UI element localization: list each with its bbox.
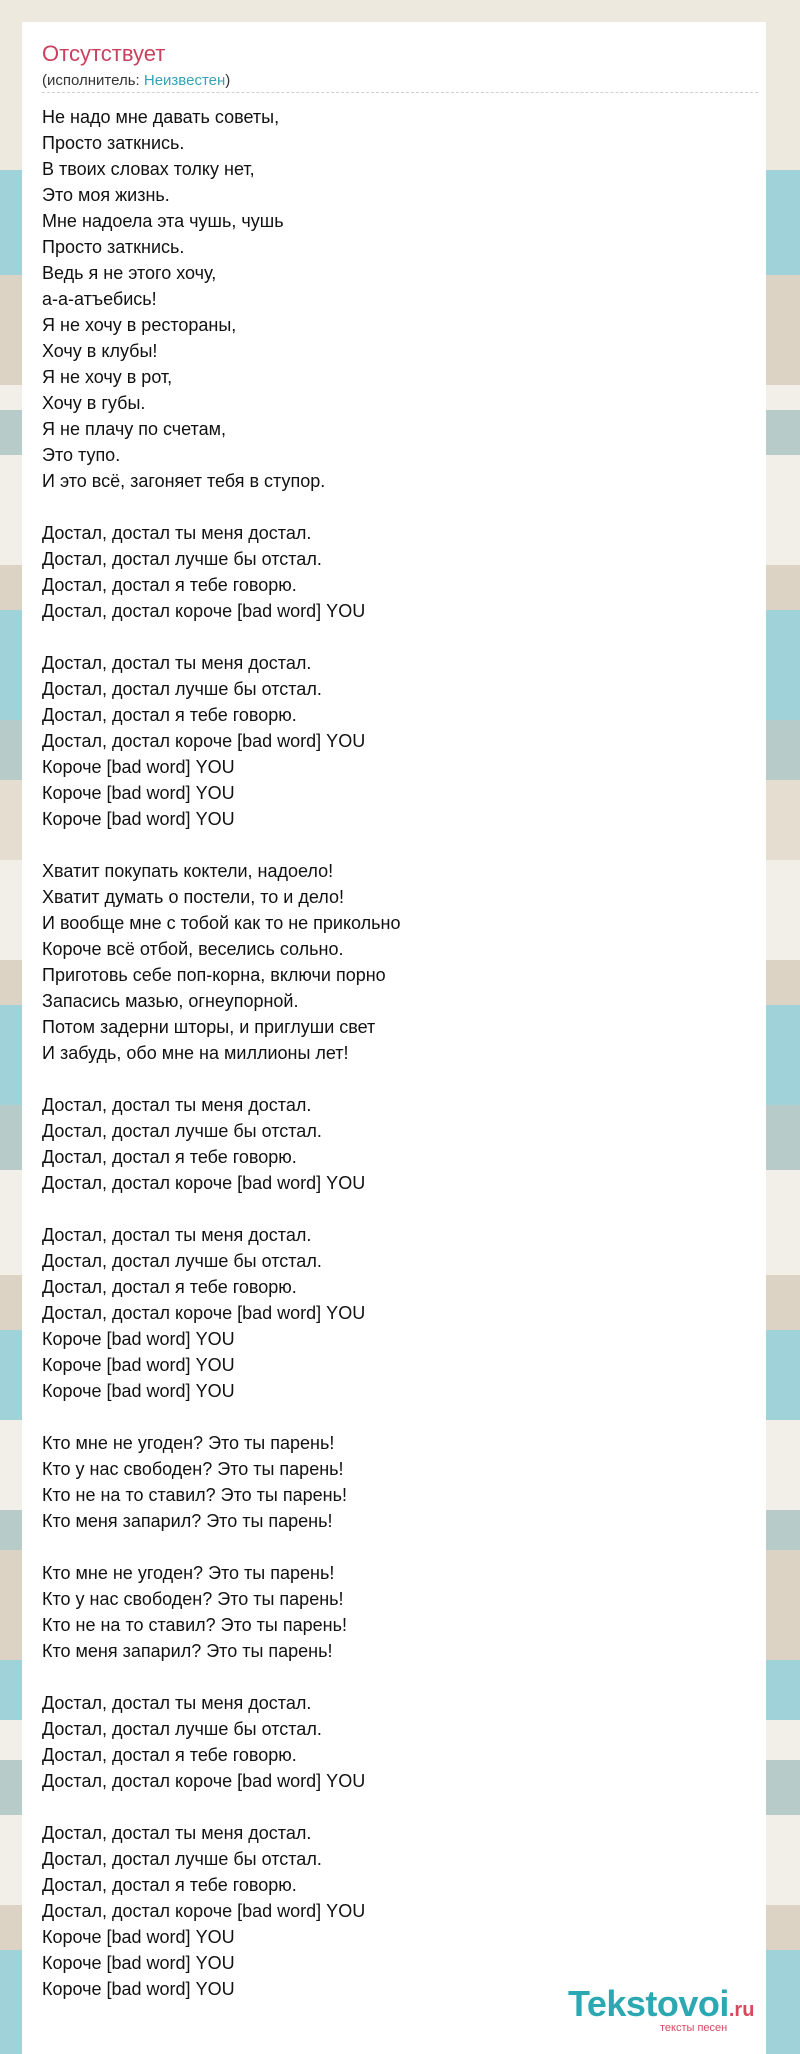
lyric-line: Достал, достал короче [bad word] YOU xyxy=(42,601,366,621)
lyric-line xyxy=(42,1066,758,1092)
lyric-line: В твоих словах толку нет, xyxy=(42,159,255,179)
lyric-line: Просто заткнись. xyxy=(42,133,185,153)
lyric-line: Короче [bad word] YOU xyxy=(42,1953,235,1973)
logo-domain: .ru xyxy=(728,1999,755,2021)
lyric-line: Достал, достал ты меня достал. xyxy=(42,1693,312,1713)
lyric-line: Достал, достал ты меня достал. xyxy=(42,523,312,543)
lyric-line: Достал, достал я тебе говорю. xyxy=(42,705,297,725)
lyric-line: Приготовь себе поп-корна, включи порно xyxy=(42,965,386,985)
lyric-line: Хватит покупать коктели, надоело! xyxy=(42,861,334,881)
artist-prefix: (исполнитель: xyxy=(42,72,144,89)
lyric-line: Я не хочу в рестораны, xyxy=(42,315,237,335)
lyric-line: Кто меня запарил? Это ты парень! xyxy=(42,1641,333,1661)
lyric-line xyxy=(42,1534,758,1560)
logo-wordmark: Tekstovoi xyxy=(568,1983,729,2024)
lyric-line: Достал, достал лучше бы отстал. xyxy=(42,1121,322,1141)
lyric-line: И забудь, обо мне на миллионы лет! xyxy=(42,1043,349,1063)
lyric-line: Кто не на то ставил? Это ты парень! xyxy=(42,1485,347,1505)
lyric-line: Мне надоела эта чушь, чушь xyxy=(42,211,284,231)
lyrics-panel xyxy=(22,22,766,2054)
lyric-line: Достал, достал лучше бы отстал. xyxy=(42,1251,322,1271)
lyric-line: Не надо мне давать советы, xyxy=(42,107,280,127)
lyric-line xyxy=(42,832,758,858)
lyric-line: Короче [bad word] YOU xyxy=(42,783,235,803)
lyric-line: Короче всё отбой, веселись сольно. xyxy=(42,939,344,959)
lyric-line: Достал, достал я тебе говорю. xyxy=(42,1745,297,1765)
artist-line xyxy=(42,72,230,90)
lyric-line: Достал, достал лучше бы отстал. xyxy=(42,1719,322,1739)
lyric-line: Я не плачу по счетам, xyxy=(42,419,226,439)
lyric-line: Кто мне не угоден? Это ты парень! xyxy=(42,1433,335,1453)
lyric-line: Достал, достал ты меня достал. xyxy=(42,653,312,673)
lyric-line: Короче [bad word] YOU xyxy=(42,1927,235,1947)
lyric-line xyxy=(42,1404,758,1430)
lyric-line xyxy=(42,624,758,650)
lyric-line: Достал, достал я тебе говорю. xyxy=(42,1147,297,1167)
logo-tagline: тексты песен xyxy=(660,2022,728,2034)
lyric-line: Кто меня запарил? Это ты парень! xyxy=(42,1511,333,1531)
lyric-line: Короче [bad word] YOU xyxy=(42,1979,235,1999)
artist-suffix: ) xyxy=(225,72,231,89)
lyric-line: Достал, достал я тебе говорю. xyxy=(42,1875,297,1895)
lyric-line: Достал, достал я тебе говорю. xyxy=(42,575,297,595)
lyric-line: Кто у нас свободен? Это ты парень! xyxy=(42,1589,344,1609)
lyric-line: Короче [bad word] YOU xyxy=(42,757,235,777)
lyric-line: Достал, достал ты меня достал. xyxy=(42,1225,312,1245)
header-divider xyxy=(42,92,758,93)
lyric-line: Достал, достал ты меня достал. xyxy=(42,1095,312,1115)
lyric-line: И вообще мне с тобой как то не прикольно xyxy=(42,913,401,933)
lyric-line: Достал, достал лучше бы отстал. xyxy=(42,679,322,699)
lyric-line xyxy=(42,1196,758,1222)
lyric-line xyxy=(42,1664,758,1690)
lyric-line: Короче [bad word] YOU xyxy=(42,1381,235,1401)
lyric-line: Потом задерни шторы, и приглуши свет xyxy=(42,1017,376,1037)
lyric-line: Достал, достал короче [bad word] YOU xyxy=(42,1303,366,1323)
lyric-line: Короче [bad word] YOU xyxy=(42,1355,235,1375)
lyric-line: Просто заткнись. xyxy=(42,237,185,257)
lyric-line: Достал, достал я тебе говорю. xyxy=(42,1277,297,1297)
lyric-line: Хочу в клубы! xyxy=(42,341,158,361)
lyric-line: Достал, достал короче [bad word] YOU xyxy=(42,731,366,751)
site-logo[interactable] xyxy=(568,1983,755,2034)
lyric-line: Хочу в губы. xyxy=(42,393,146,413)
lyric-line: Достал, достал лучше бы отстал. xyxy=(42,1849,322,1869)
song-title: Отсутствует xyxy=(42,41,166,66)
lyric-line: Короче [bad word] YOU xyxy=(42,809,235,829)
lyric-line: Кто не на то ставил? Это ты парень! xyxy=(42,1615,347,1635)
lyric-line: Я не хочу в рот, xyxy=(42,367,173,387)
lyric-line: Ведь я не этого хочу, xyxy=(42,263,217,283)
lyric-line xyxy=(42,1794,758,1820)
lyric-line: Кто у нас свободен? Это ты парень! xyxy=(42,1459,344,1479)
lyric-line: Это моя жизнь. xyxy=(42,185,170,205)
lyric-line xyxy=(42,494,758,520)
lyric-line: Достал, достал лучше бы отстал. xyxy=(42,549,322,569)
lyric-line: Короче [bad word] YOU xyxy=(42,1329,235,1349)
lyric-line: Это тупо. xyxy=(42,445,121,465)
lyric-line: Хватит думать о постели, то и дело! xyxy=(42,887,344,907)
lyric-line: Достал, достал короче [bad word] YOU xyxy=(42,1901,366,1921)
lyric-line: Достал, достал короче [bad word] YOU xyxy=(42,1771,366,1791)
lyric-line: Запасись мазью, огнеупорной. xyxy=(42,991,299,1011)
lyric-line: Достал, достал короче [bad word] YOU xyxy=(42,1173,366,1193)
lyric-line: а-а-атъебись! xyxy=(42,289,157,309)
lyric-line: И это всё, загоняет тебя в ступор. xyxy=(42,471,326,491)
lyric-line: Достал, достал ты меня достал. xyxy=(42,1823,312,1843)
lyrics-text xyxy=(42,104,758,2002)
artist-link[interactable]: Неизвестен xyxy=(143,72,226,89)
lyric-line: Кто мне не угоден? Это ты парень! xyxy=(42,1563,335,1583)
